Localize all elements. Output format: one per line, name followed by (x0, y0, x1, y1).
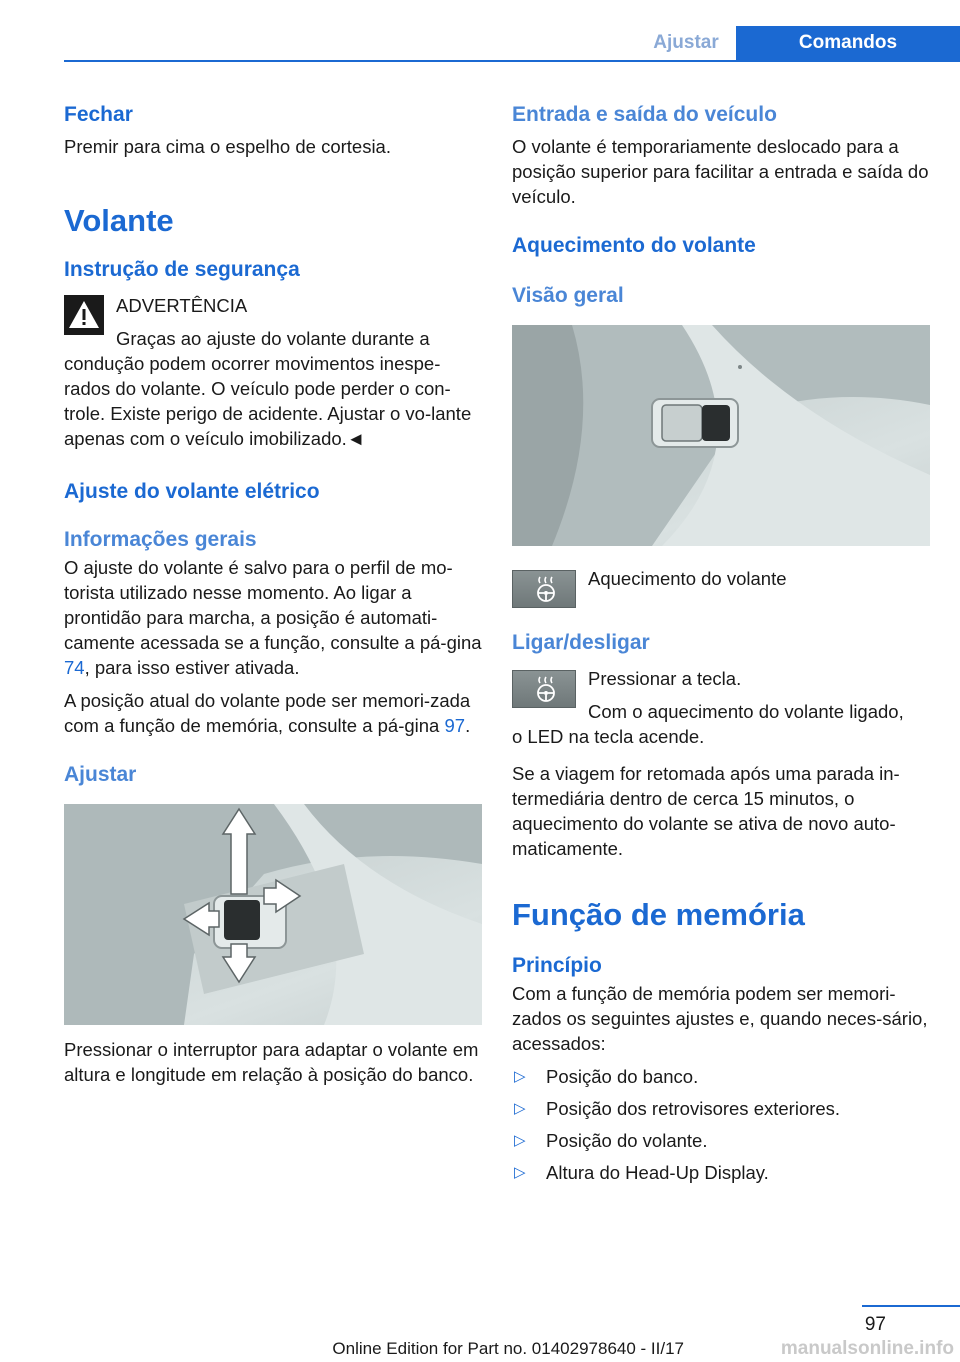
watermark: manualsonline.info (780, 1338, 954, 1359)
visao-heading: Visão geral (512, 284, 624, 307)
entrada-heading: Entrada e saída do veículo (512, 103, 777, 126)
heated-steering-photo (512, 325, 930, 546)
memoria-title: Função de memória (512, 897, 805, 932)
list-item: ▷ Posição do volante. (514, 1130, 708, 1151)
page-link-74[interactable]: 74 (64, 657, 85, 678)
heated-steering-key-2 (512, 670, 576, 708)
list-item: ▷ Posição do banco. (514, 1066, 699, 1087)
heated-steering-icon-2 (535, 676, 557, 702)
ligar-text-1: Pressionar a tecla. (588, 668, 742, 689)
header-tab-section: Ajustar (653, 32, 719, 53)
page-number: 97 (864, 1314, 886, 1335)
ligar-block (512, 666, 930, 749)
left-column (64, 100, 482, 1087)
fechar-text: Premir para cima o espelho de cortesia. (64, 136, 391, 157)
list-item: ▷ Posição dos retrovisores exteriores. (514, 1098, 841, 1119)
edition-text: Online Edition for Part no. 01402978640 - II/17 (332, 1339, 684, 1358)
seguranca-heading: Instrução de segurança (64, 258, 300, 281)
caption-row (512, 566, 930, 610)
steering-switch-illustration (64, 804, 482, 1025)
memo-text-b: . (465, 715, 471, 736)
info-text-a: O ajuste do volante é salvo para o perfil de mo-torista utilizado nesse momento. Ao ligar a prontidão para marcha, a posição é automati-camente acessada se a função, consulte a pá-gina (64, 557, 482, 653)
memo-text (64, 688, 482, 738)
triangle-bullet-icon: ▷ (514, 1164, 526, 1181)
ligar-text-2b: o LED na tecla acende. (512, 726, 705, 747)
warning-block (64, 293, 482, 451)
principio-heading: Princípio (512, 954, 602, 977)
entrada-text: O volante é temporariamente deslocado para a posição superior para facilitar a entrada e saída do veículo. (512, 136, 929, 207)
fechar-heading: Fechar (64, 103, 133, 126)
memory-settings-list (512, 1064, 930, 1185)
info-text (64, 555, 482, 680)
volante-title: Volante (64, 203, 174, 238)
triangle-bullet-icon: ▷ (514, 1100, 526, 1117)
page-link-97[interactable]: 97 (444, 715, 466, 736)
steering-adjust-photo (64, 804, 482, 1025)
warning-text-first-line: Graças ao ajuste do volante durante a (116, 328, 430, 349)
header-tab-chapter: Comandos (736, 26, 960, 62)
info-heading: Informações gerais (64, 528, 257, 551)
triangle-bullet-icon: ▷ (514, 1068, 526, 1085)
heated-steering-key (512, 570, 576, 608)
heated-steering-illustration (512, 325, 930, 546)
warning-label: ADVERTÊNCIA (116, 295, 248, 316)
ligar-text-2a: Com o aquecimento do volante ligado, (588, 701, 904, 722)
icon-caption: Aquecimento do volante (588, 568, 787, 589)
footer-rule (862, 1305, 960, 1307)
header-rule (64, 60, 960, 62)
warning-text: condução podem ocorrer movimentos inespe-rados do volante. O veículo pode perder o con-trole. Existe perigo de acidente. Ajustar o vo-lante apenas com o veículo imobilizado.◄ (64, 353, 472, 449)
ajustar-heading: Ajustar (64, 763, 137, 786)
heated-steering-icon (535, 576, 557, 602)
viagem-text: Se a viagem for retomada após uma parada in-termediária dentro de cerca 15 minutos, o aquecimento do volante se ativa de novo auto-maticamente. (512, 763, 900, 859)
list-item: ▷ Altura do Head-Up Display. (514, 1162, 769, 1183)
ajustar-text: Pressionar o interruptor para adaptar o volante em altura e longitude em relação à posição do banco. (64, 1039, 479, 1085)
eletrico-heading: Ajuste do volante elétrico (64, 480, 320, 503)
memo-text-a: A posição atual do volante pode ser memori-zada com a função de memória, consulte a pá-gina (64, 690, 471, 736)
right-column (512, 100, 930, 1192)
warning-triangle-icon (64, 295, 104, 335)
info-text-b: , para isso estiver ativada. (84, 657, 300, 678)
aquecimento-heading: Aquecimento do volante (512, 234, 756, 257)
principio-text: Com a função de memória podem ser memori-zados os seguintes ajustes e, quando neces-sário, acessados: (512, 983, 928, 1054)
ligar-heading: Ligar/desligar (512, 631, 650, 654)
triangle-bullet-icon: ▷ (514, 1132, 526, 1149)
